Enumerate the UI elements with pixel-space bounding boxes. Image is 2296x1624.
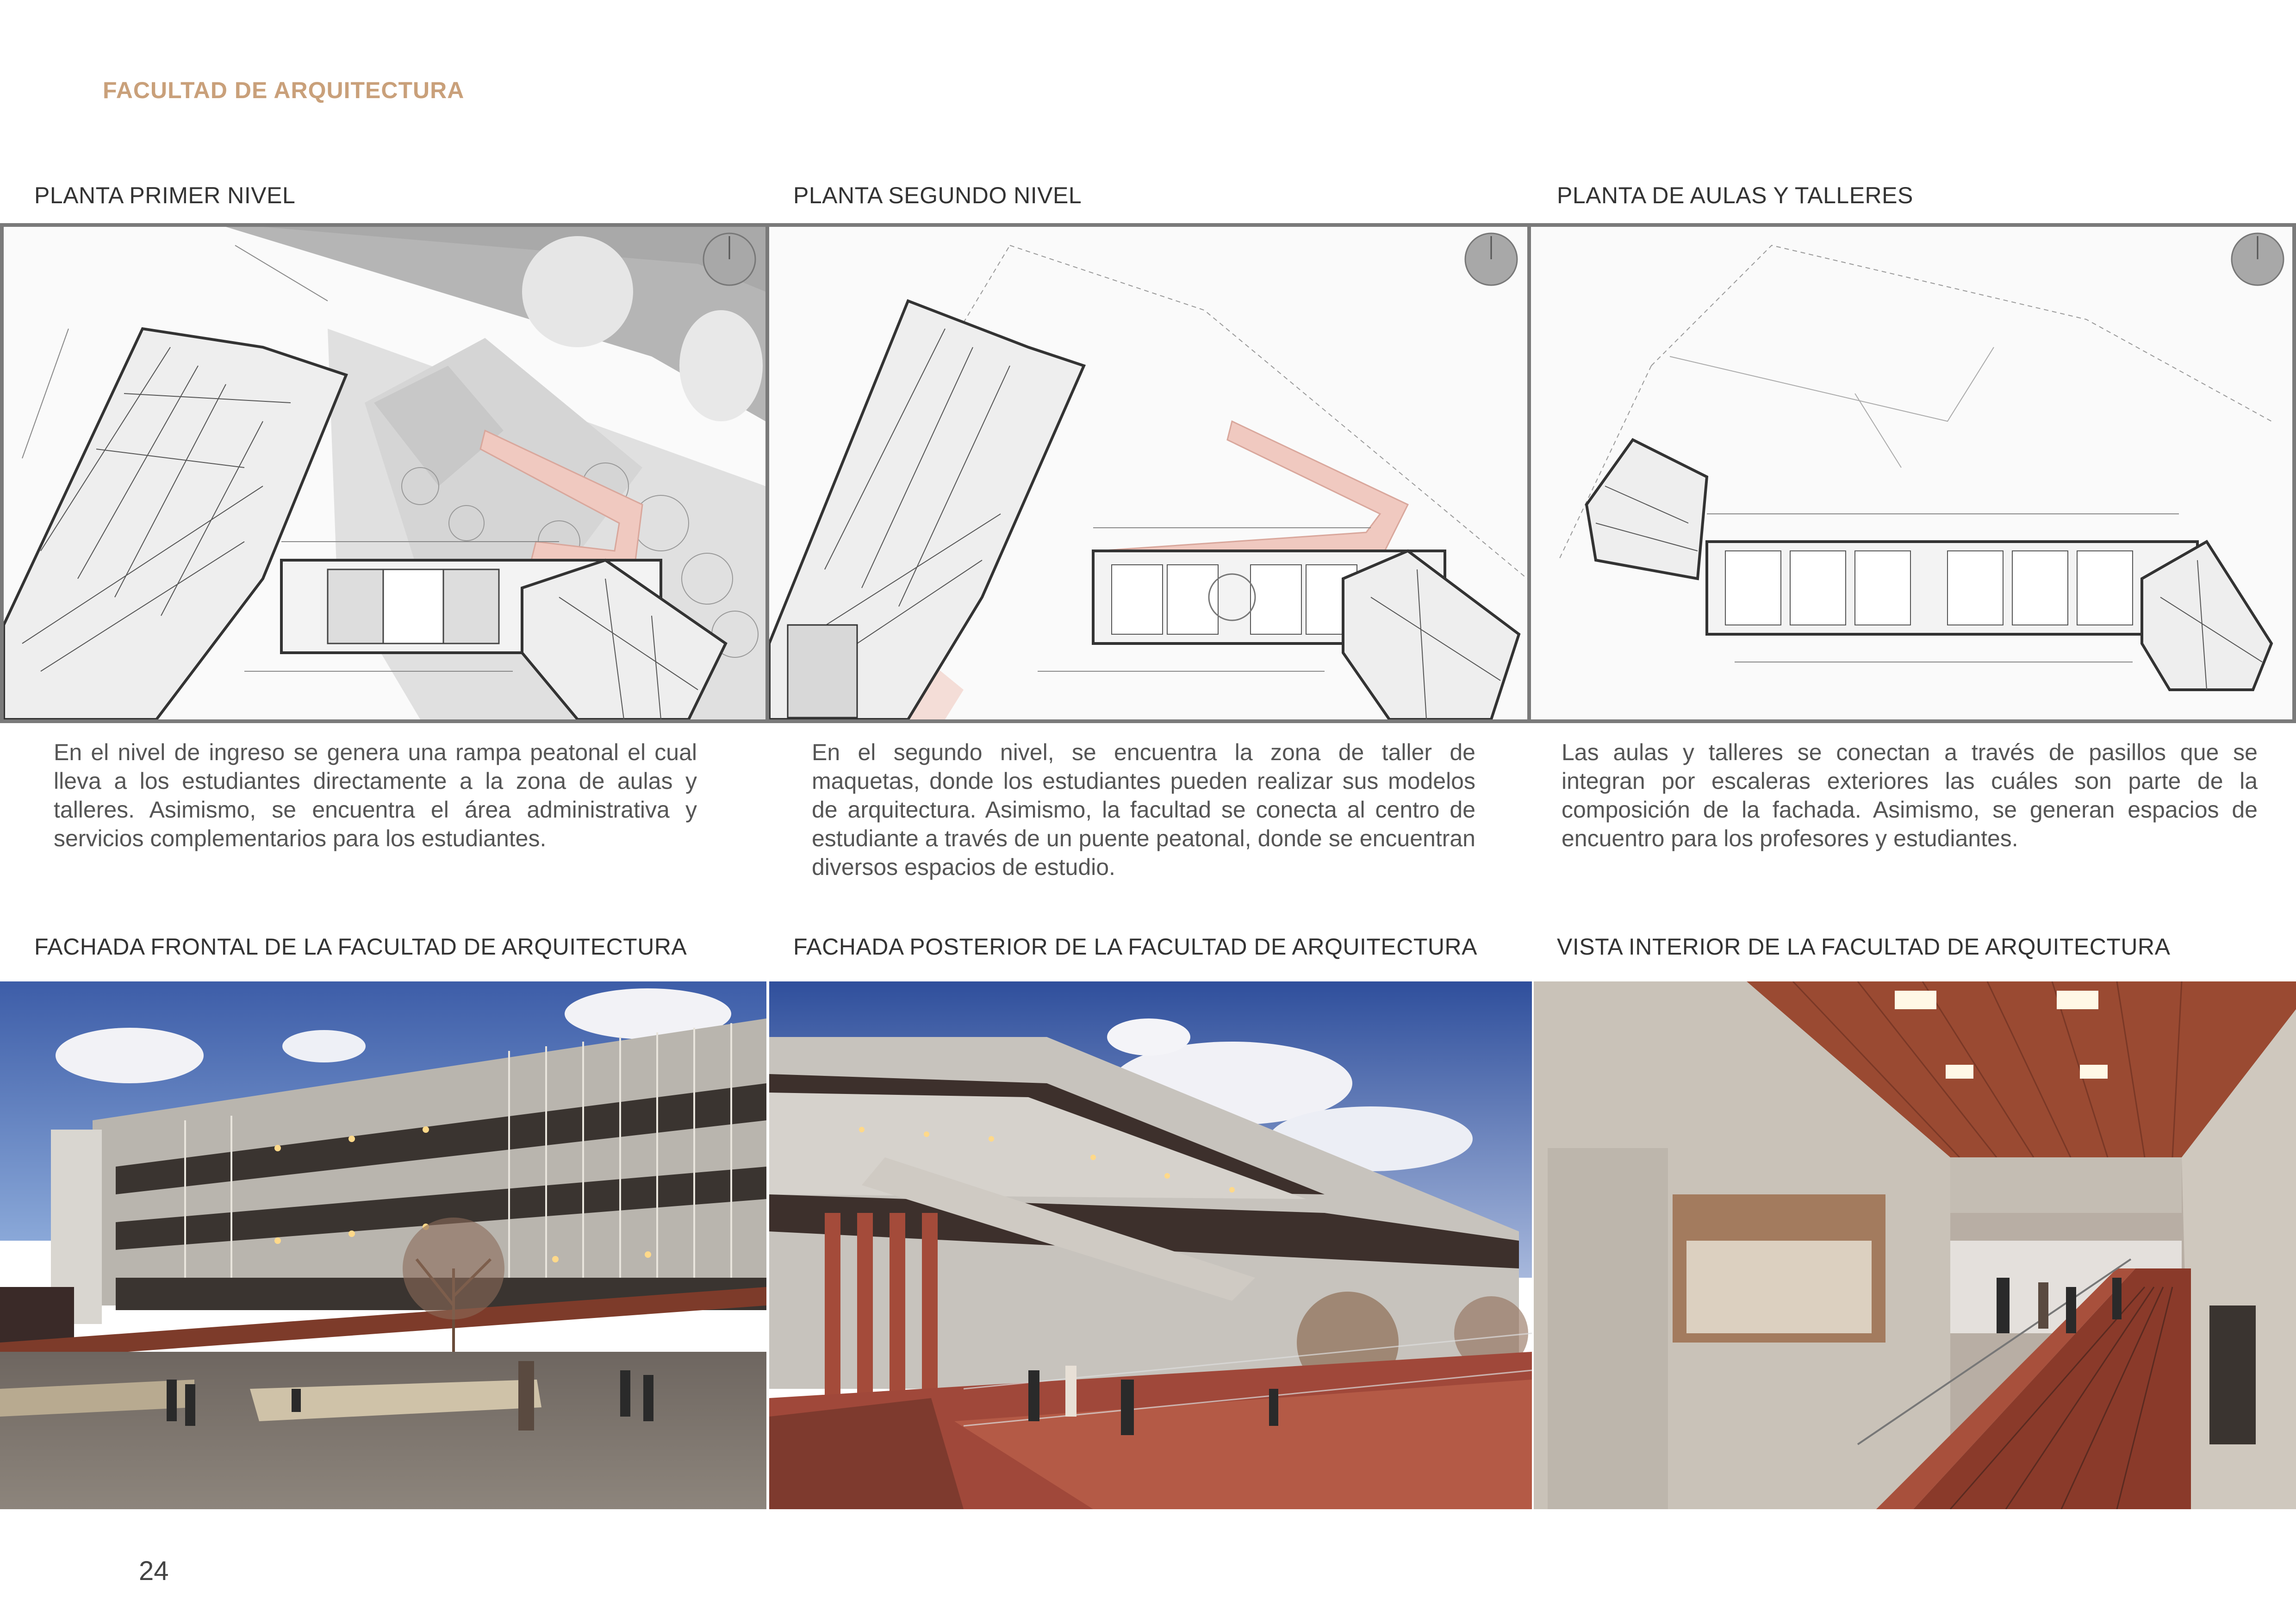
render-front-facade xyxy=(0,981,766,1509)
description-second-level: En el segundo nivel, se encuentra la zona de taller de maquetas, donde los estudiantes pueden realizar sus modelos de arquitectura. Asimismo, la facultad se conecta al centro de estudiante a través de un puente peatonal, donde se encuentran diversos espacios de estudio. xyxy=(812,739,1475,880)
render-interior-view xyxy=(1534,981,2296,1509)
floor-plan-second-level xyxy=(765,223,1531,723)
render-interior-view-image xyxy=(1534,981,2296,1509)
description-classrooms: Las aulas y talleres se conectan a través de pasillos que se integran por escaleras exteriores las cuáles son parte de la composición de la fachada. Asimismo, se generan espacios de encuentro para los profesores y estudiantes. xyxy=(1562,739,2258,851)
plan-title-first-level: PLANTA PRIMER NIVEL xyxy=(34,182,296,208)
plan-title-second-level: PLANTA SEGUNDO NIVEL xyxy=(793,182,1082,208)
page-number: 24 xyxy=(139,1556,169,1586)
floor-plan-drawing xyxy=(769,227,1527,719)
description-first-level: En el nivel de ingreso se genera una rampa peatonal el cual lleva a los estudiantes directamente a la zona de aulas y talleres. Asimismo, se encuentra el área administrativa y servicios complementarios para los estudiantes. xyxy=(54,739,697,851)
plan-title-classrooms: PLANTA DE AULAS Y TALLERES xyxy=(1557,182,1913,208)
render-front-facade-image xyxy=(0,981,766,1509)
render-title-rear-facade: FACHADA POSTERIOR DE LA FACULTAD DE ARQUITECTURA xyxy=(793,934,1477,960)
render-rear-facade-image xyxy=(769,981,1532,1509)
document-header: FACULTAD DE ARQUITECTURA xyxy=(103,77,465,103)
floor-plan-first-level xyxy=(0,223,769,723)
render-rear-facade xyxy=(769,981,1532,1509)
floor-plan-drawing xyxy=(1531,227,2292,719)
floor-plan-drawing xyxy=(4,227,765,719)
render-title-interior-view: VISTA INTERIOR DE LA FACULTAD DE ARQUITECTURA xyxy=(1557,934,2171,960)
render-title-front-facade: FACHADA FRONTAL DE LA FACULTAD DE ARQUITECTURA xyxy=(34,934,687,960)
floor-plan-classrooms xyxy=(1527,223,2296,723)
